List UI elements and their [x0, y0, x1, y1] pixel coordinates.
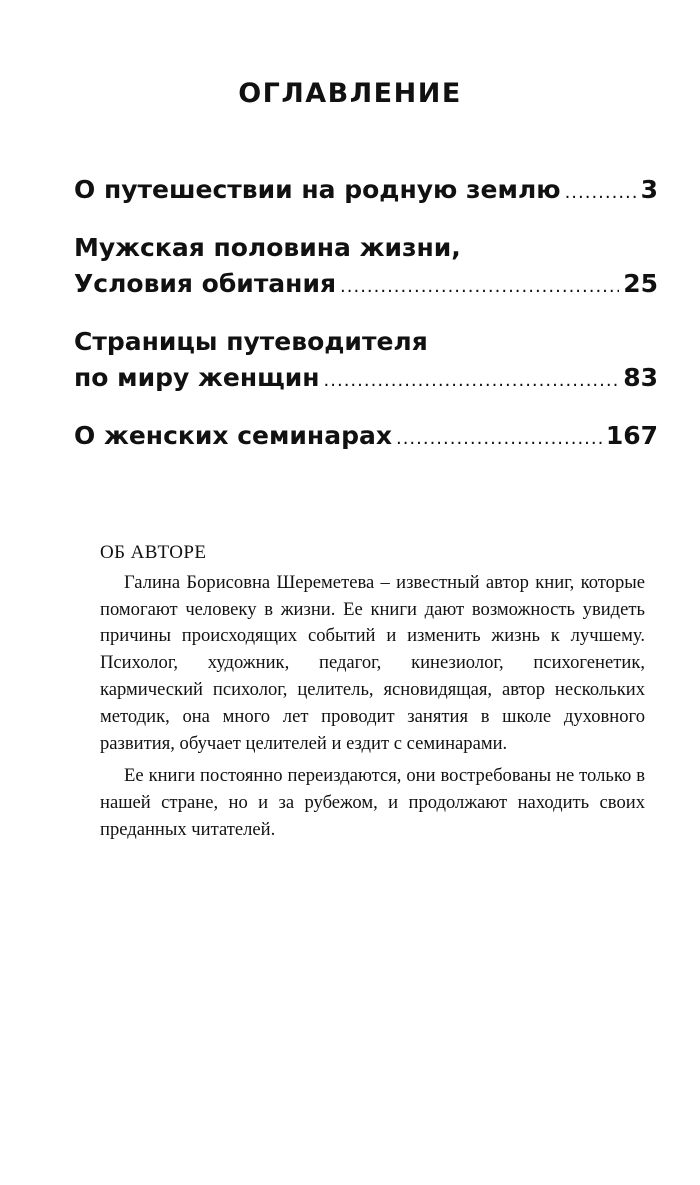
toc-entry-title: О женских семинарах — [74, 421, 392, 450]
toc-entry — [74, 230, 658, 302]
toc-dot-leader — [340, 269, 619, 305]
toc-page-number: 3 — [640, 175, 658, 204]
toc-page-number: 25 — [623, 269, 658, 298]
toc-page-number: 167 — [605, 421, 658, 450]
toc-entry — [74, 172, 658, 208]
toc-entry-title: по миру женщин — [74, 363, 320, 392]
toc-entry-title: Мужская половина жизни, — [74, 233, 461, 262]
about-paragraph: Ее книги постоянно переиздаются, они востребованы не только в нашей стране, но и за рубежом, и продолжают находить своих преданных читателей. — [100, 765, 645, 840]
toc-dot-leader — [565, 175, 637, 211]
about-author-section — [100, 540, 645, 850]
about-paragraph: Галина Борисовна Шереметева – известный автор книг, которые помогают человеку в жизни. Ее книги дают возможность увидеть причины происходящих событий и изменить жизнь к лучшему. Психолог, художник, педагог, кинезиолог, психогенетик, кармический психолог, целитель, ясновидящая, автор нескольких методик, она много лет проводит занятия в школе духовного развития, обучает целителей и ездит с семинарами. — [100, 571, 645, 754]
toc-entry-line — [74, 266, 658, 302]
table-of-contents — [74, 172, 658, 476]
toc-dot-leader — [396, 421, 602, 457]
about-heading: ОБ АВТОРЕ — [100, 542, 207, 563]
toc-entry-line — [74, 172, 658, 208]
toc-entry — [74, 324, 658, 396]
toc-entry-title: Условия обитания — [74, 269, 337, 298]
toc-entry — [74, 418, 658, 454]
toc-page-number: 83 — [623, 363, 658, 392]
toc-entry-title: О путешествии на родную землю — [74, 175, 561, 204]
toc-entry-title: Страницы путеводителя — [74, 327, 428, 356]
toc-entry-line — [74, 360, 658, 396]
toc-dot-leader — [324, 363, 620, 399]
toc-entry-line — [74, 418, 658, 454]
toc-title: ОГЛАВЛЕНИЕ — [238, 78, 462, 109]
